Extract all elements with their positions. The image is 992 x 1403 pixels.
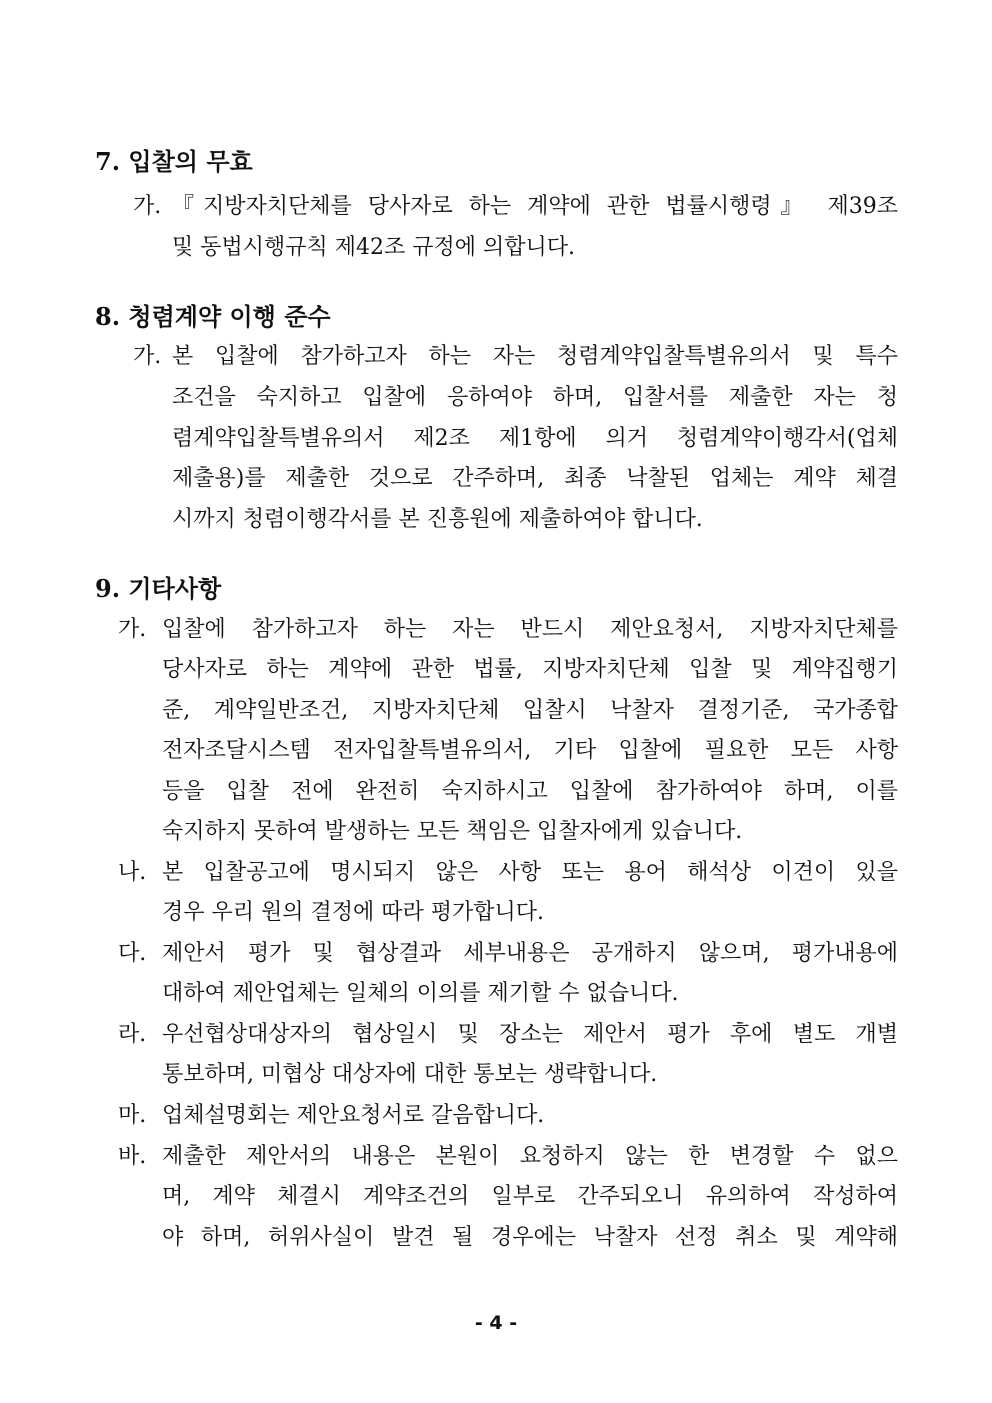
section-9-item-ba-marker: 바. xyxy=(118,1144,147,1169)
section-9-item-na-marker: 나. xyxy=(118,860,147,885)
section-9-item-da-line-2: 대하여 제안업체는 일체의 이의를 제기할 수 없습니다. xyxy=(162,981,679,1006)
section-9-item-ra-line-2: 통보하며, 미협상 대상자에 대한 통보는 생략합니다. xyxy=(162,1062,658,1087)
section-9-item-ga-line-4: 전자조달시스템 전자입찰특별유의서, 기타 입찰에 필요한 모든 사항 xyxy=(162,738,898,763)
section-8-item-ga-line-1: 본 입찰에 참가하고자 하는 자는 청렴계약입찰특별유의서 및 특수 xyxy=(172,344,898,369)
section-9-item-ga-line-3: 준, 계약일반조건, 지방자치단체 입찰시 낙찰자 결정기준, 국가종합 xyxy=(162,698,898,723)
section-7-heading: 7. 입찰의 무효 xyxy=(95,147,253,176)
section-8-item-ga-line-4: 제출용)를 제출한 것으로 간주하며, 최종 낙찰된 업체는 계약 체결 xyxy=(172,466,898,491)
section-9-item-da-marker: 다. xyxy=(118,941,147,966)
section-8-item-ga-line-3: 렴계약입찰특별유의서 제2조 제1항에 의거 청렴계약이행각서(업체 xyxy=(172,426,898,451)
section-9-item-ma-line-1: 업체설명회는 제안요청서로 갈음합니다. xyxy=(162,1103,545,1128)
section-9-item-ga-line-6: 숙지하지 못하여 발생하는 모든 책임은 입찰자에게 있습니다. xyxy=(162,819,743,844)
section-8-item-ga-line-2: 조건을 숙지하고 입찰에 응하여야 하며, 입찰서를 제출한 자는 청 xyxy=(172,385,898,410)
section-9-item-ga-line-5: 등을 입찰 전에 완전히 숙지하시고 입찰에 참가하여야 하며, 이를 xyxy=(162,779,898,804)
section-9-item-ba-line-2: 며, 계약 체결시 계약조건의 일부로 간주되오니 유의하여 작성하여 xyxy=(162,1184,898,1209)
section-8-heading: 8. 청렴계약 이행 준수 xyxy=(95,302,331,331)
section-9-item-na-line-1: 본 입찰공고에 명시되지 않은 사항 또는 용어 해석상 이견이 있을 xyxy=(162,860,898,885)
section-7-item-ga-line-1: 『지방자치단체를 당사자로 하는 계약에 관한 법률시행령』 제39조 xyxy=(172,194,898,219)
section-7-item-ga-line-2: 및 동법시행규칙 제42조 규정에 의합니다. xyxy=(172,235,575,260)
section-9-heading: 9. 기타사항 xyxy=(95,574,222,603)
section-9-item-na-line-2: 경우 우리 원의 결정에 따라 평가합니다. xyxy=(162,900,544,925)
section-9-item-da-line-1: 제안서 평가 및 협상결과 세부내용은 공개하지 않으며, 평가내용에 xyxy=(162,941,898,966)
section-9-item-ba-line-3: 야 하며, 허위사실이 발견 될 경우에는 낙찰자 선정 취소 및 계약해 xyxy=(162,1225,898,1250)
section-8-item-ga-marker: 가. xyxy=(133,344,162,369)
section-9-item-ra-marker: 라. xyxy=(118,1022,147,1047)
section-9-item-ma-marker: 마. xyxy=(118,1103,147,1128)
section-7-item-ga-marker: 가. xyxy=(133,194,162,219)
section-9-item-ga-line-1: 입찰에 참가하고자 하는 자는 반드시 제안요청서, 지방자치단체를 xyxy=(162,617,898,642)
section-9-item-ba-line-1: 제출한 제안서의 내용은 본원이 요청하지 않는 한 변경할 수 없으 xyxy=(162,1144,898,1169)
section-9-item-ga-line-2: 당사자로 하는 계약에 관한 법률, 지방자치단체 입찰 및 계약집행기 xyxy=(162,657,898,682)
section-8-item-ga-line-5: 시까지 청렴이행각서를 본 진흥원에 제출하여야 합니다. xyxy=(172,507,703,532)
page-number: - 4 - xyxy=(474,1312,518,1334)
section-9-item-ra-line-1: 우선협상대상자의 협상일시 및 장소는 제안서 평가 후에 별도 개별 xyxy=(162,1022,898,1047)
section-9-item-ga-marker: 가. xyxy=(118,617,147,642)
